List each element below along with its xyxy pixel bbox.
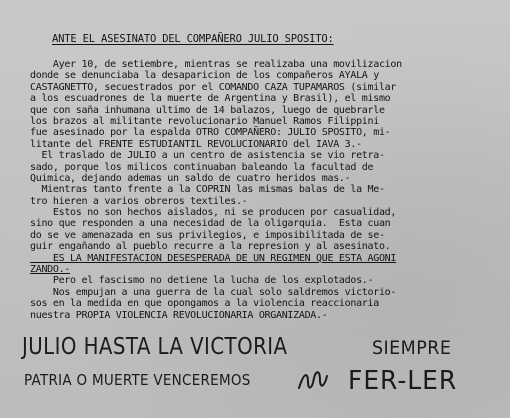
body-line: ZANDO.- xyxy=(30,264,71,276)
body-line: Ayer 10, de setiembre, mientras se realizaba una movilizacion xyxy=(30,59,402,70)
handwritten-siempre: SIEMPRE xyxy=(372,337,452,359)
body-line: Nos empujan a una guerra de la cual solo saldremos victorio- xyxy=(30,286,397,298)
body-line: El traslado de JULIO a un centro de asistencia se vio retra- xyxy=(30,150,385,162)
body-line: que con saña inhumana ultimo de 14 balazos, luego de quebrarle xyxy=(30,104,385,116)
body-line: ES LA MANIFESTACION DESESPERADA DE UN REGIMEN QUE ESTA AGONI xyxy=(30,252,397,264)
body-line: sos en la medida en que opongamos a la violencia reaccionaria xyxy=(30,298,379,310)
document-title: ANTE EL ASESINATO DEL COMPAÑERO JULIO SPOSITO: xyxy=(52,33,334,45)
handwritten-slogan: JULIO HASTA LA VICTORIA xyxy=(22,334,288,360)
body-line: CASTAGNETTO, secuestrados por el COMANDO CAZA TUPAMAROS (similar xyxy=(30,81,397,93)
body-line: tro hieren a varios obreros textiles.- xyxy=(30,195,248,207)
body-line: sino que responden a una necesidad de la oligarquia. Esta cuan xyxy=(30,218,391,230)
body-line: nuestra PROPIA VIOLENCIA REVOLUCIONARIA ORGANIZADA.- xyxy=(30,309,328,321)
handwritten-patria-o-muerte: PATRIA O MUERTE VENCEREMOS xyxy=(24,371,251,389)
body-line: a los escuadrones de la muerte de Argentina y Brasil), el mismo xyxy=(30,93,391,105)
body-line: Mientras tanto frente a la COPRIN las mismas balas de la Me- xyxy=(30,184,385,196)
scribble-mark xyxy=(296,368,330,394)
body-line: fue asesinado por la espalda OTRO COMPAÑERO: JULIO SPOSITO, mi- xyxy=(30,127,391,139)
body-line: Quimica, dejando ademas un saldo de cuatro heridos mas.- xyxy=(30,172,351,184)
handwritten-signature: FER-LER xyxy=(348,366,458,396)
body-line: litante del FRENTE ESTUDIANTIL REVOLUCIONARIO del IAVA 3.- xyxy=(30,138,362,150)
body-line: donde se denunciaba la desaparicion de los compañeros AYALA y xyxy=(30,70,379,82)
body-line: guir engañando al pueblo recurre a la represion y al asesinato. xyxy=(30,241,391,253)
body-line: los brazos al militante revolucionario Manuel Ramos Filippini xyxy=(30,115,379,127)
body-line: Pero el fascismo no detiene la lucha de los explotados.- xyxy=(30,275,374,287)
body-line: Estos no son hechos aislados, ni se producen por casualidad, xyxy=(30,207,397,219)
document-body xyxy=(30,59,504,321)
body-line: sado, porque los milicos continuaban baleando la facultad de xyxy=(30,161,374,173)
body-line: do se ve amenazada en sus privilegios, e imposibilitada de se- xyxy=(30,229,385,241)
